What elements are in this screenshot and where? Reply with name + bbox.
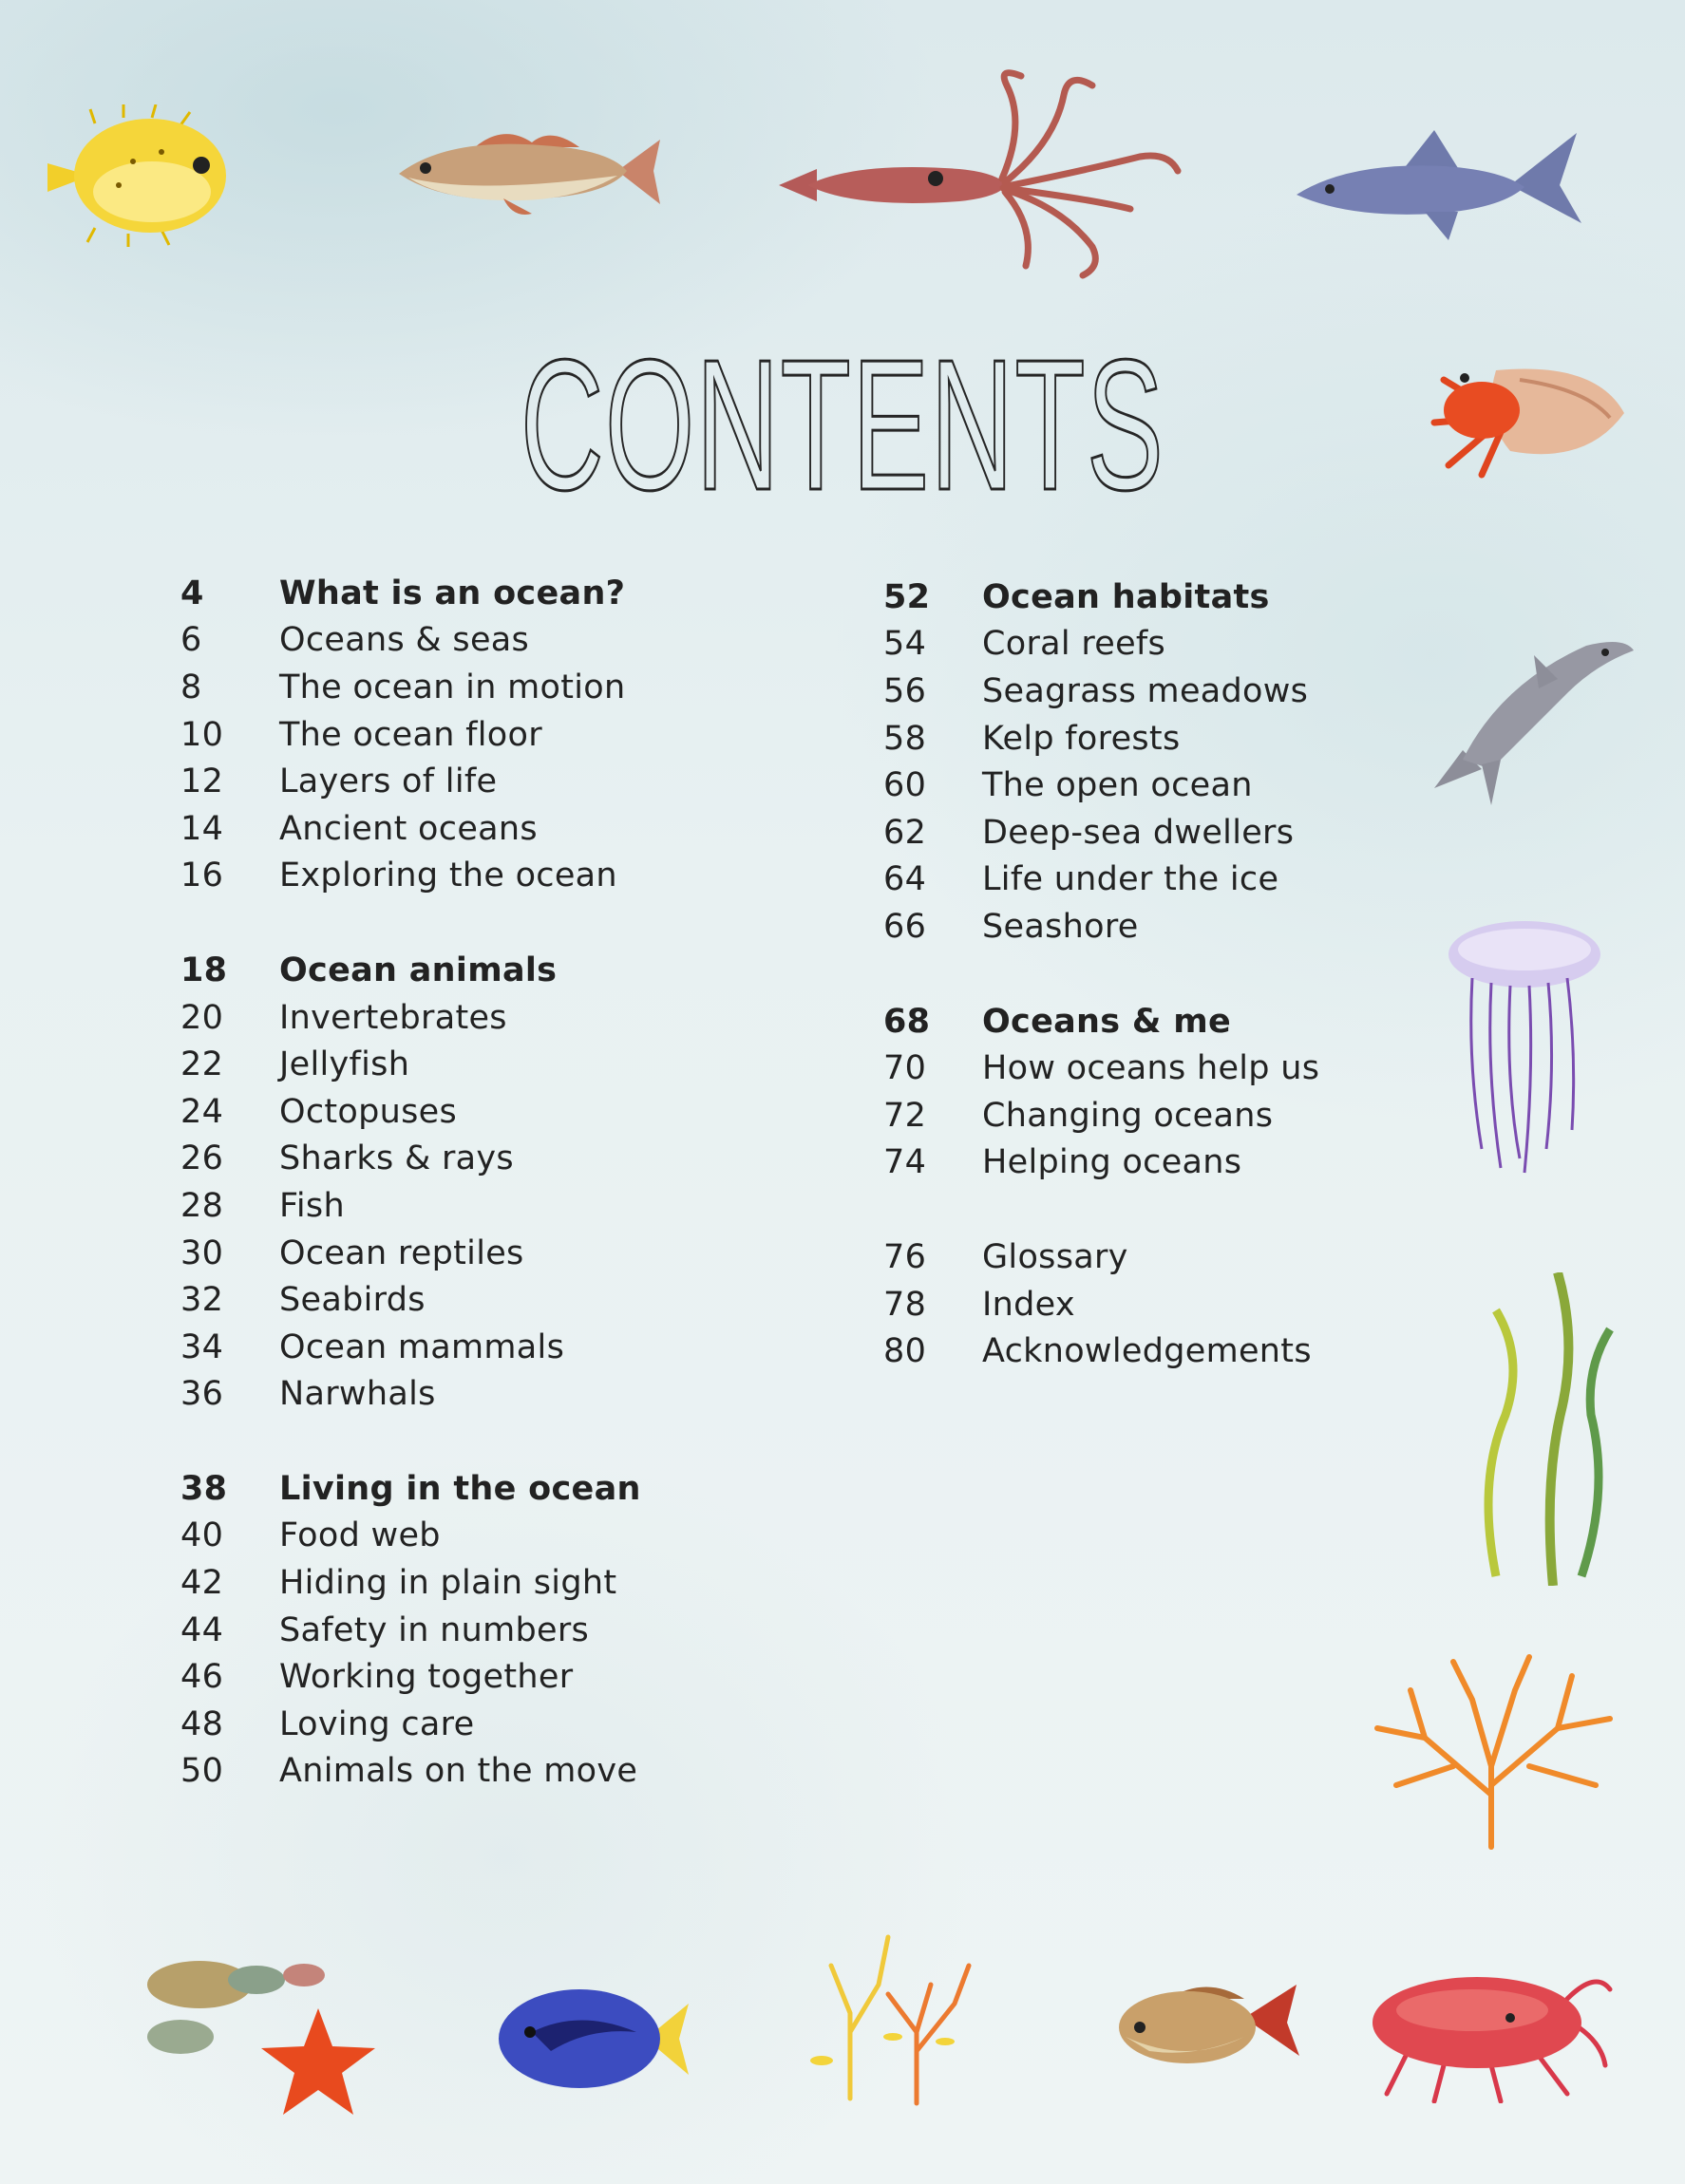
entry-title: Narwhals <box>279 1375 436 1414</box>
page-number: 36 <box>180 1375 224 1414</box>
page-number: 28 <box>180 1186 224 1225</box>
toc-entry[interactable] <box>180 1653 641 1701</box>
page-number: 16 <box>180 857 224 895</box>
entry-title: Deep-sea dwellers <box>982 813 1295 852</box>
entry-title: Acknowledgements <box>982 1332 1312 1371</box>
coral-icon <box>1358 1652 1624 1852</box>
page-number: 6 <box>180 621 202 660</box>
entry-title: Sharks & rays <box>279 1139 514 1178</box>
toc-section <box>180 947 641 1418</box>
page-number: 74 <box>883 1143 927 1182</box>
entry-title: Changing oceans <box>982 1096 1274 1135</box>
toc-entry[interactable] <box>883 1281 1319 1328</box>
page-number: 80 <box>883 1332 927 1371</box>
page-number: 70 <box>883 1049 927 1088</box>
section-title: What is an ocean? <box>279 574 626 612</box>
toc-entry[interactable] <box>180 1230 641 1277</box>
entry-title: Working together <box>279 1658 574 1697</box>
section-title: Living in the ocean <box>279 1469 641 1508</box>
pufferfish-icon <box>38 104 256 247</box>
shark-icon <box>1292 128 1586 242</box>
page-number: 32 <box>180 1281 224 1320</box>
toc-section-heading[interactable] <box>180 947 641 994</box>
entry-title: Loving care <box>279 1704 475 1743</box>
page-number: 4 <box>180 574 204 612</box>
toc-section-heading[interactable] <box>180 1465 641 1513</box>
entry-title: Jellyfish <box>279 1045 410 1084</box>
page-number: 76 <box>883 1237 927 1276</box>
entry-title: The ocean floor <box>279 715 542 754</box>
entry-title: The ocean in motion <box>279 668 626 706</box>
toc-entry[interactable] <box>180 1371 641 1419</box>
page-number: 54 <box>883 625 927 664</box>
toc-entry[interactable] <box>180 1041 641 1088</box>
toc-section <box>180 1465 641 1795</box>
toc-section-back-matter <box>883 1233 1319 1375</box>
toc-entry[interactable] <box>883 1327 1319 1375</box>
small-fish-icon <box>1111 1970 1301 2075</box>
jellyfish-icon <box>1434 912 1615 1177</box>
toc-entry[interactable] <box>180 617 641 665</box>
page-number: 50 <box>180 1752 224 1791</box>
page-number: 12 <box>180 763 224 801</box>
page-number: 22 <box>180 1045 224 1084</box>
page-title: CONTENTS <box>520 321 1165 529</box>
toc-entry[interactable] <box>883 715 1319 763</box>
page-number: 48 <box>180 1704 224 1743</box>
toc-entry[interactable] <box>180 1182 641 1230</box>
page-number: 72 <box>883 1096 927 1135</box>
section-title: Ocean animals <box>279 951 558 989</box>
toc-entry[interactable] <box>883 621 1319 668</box>
entry-title: Oceans & seas <box>279 621 530 660</box>
entry-title: Coral reefs <box>982 625 1166 664</box>
toc-section-heading[interactable] <box>883 574 1319 621</box>
page-number: 62 <box>883 813 927 852</box>
squid-icon <box>779 66 1187 285</box>
entry-title: Seagrass meadows <box>982 671 1309 710</box>
hermit-crab-icon <box>1406 342 1634 484</box>
page-number: 10 <box>180 715 224 754</box>
page-number: 8 <box>180 668 202 706</box>
entry-title: Glossary <box>982 1237 1128 1276</box>
toc-entry[interactable] <box>883 762 1319 809</box>
page-number: 44 <box>180 1610 224 1649</box>
page-number: 24 <box>180 1092 224 1131</box>
entry-title: Hiding in plain sight <box>279 1564 617 1603</box>
toc-entry[interactable] <box>180 994 641 1042</box>
page-number: 58 <box>883 719 927 758</box>
blue-tang-fish-icon <box>494 1980 693 2099</box>
page-number: 60 <box>883 766 927 805</box>
page-number: 14 <box>180 809 224 848</box>
page-number: 42 <box>180 1564 224 1603</box>
page-number: 52 <box>883 577 931 616</box>
entry-title: Life under the ice <box>982 860 1279 899</box>
entry-title: Seashore <box>982 907 1139 946</box>
entry-title: Index <box>982 1285 1075 1324</box>
yellow-coral-icon <box>803 1928 993 2108</box>
toc-entry[interactable] <box>180 853 641 900</box>
toc-entry[interactable] <box>180 758 641 805</box>
sea-star-icon <box>142 1951 389 2122</box>
section-title: Ocean habitats <box>982 577 1270 616</box>
toc-entry[interactable] <box>883 1233 1319 1281</box>
toc-entry[interactable] <box>180 1324 641 1371</box>
toc-entry[interactable] <box>883 668 1319 715</box>
toc-entry[interactable] <box>180 711 641 759</box>
page-number: 26 <box>180 1139 224 1178</box>
toc-entry[interactable] <box>180 1559 641 1607</box>
page-number: 34 <box>180 1327 224 1366</box>
toc-left-column <box>180 570 641 1842</box>
toc-entry[interactable] <box>883 857 1319 904</box>
entry-title: Ocean mammals <box>279 1327 565 1366</box>
entry-title: Animals on the move <box>279 1752 638 1791</box>
entry-title: Ancient oceans <box>279 809 538 848</box>
entry-title: Exploring the ocean <box>279 857 617 895</box>
toc-section-heading[interactable] <box>180 570 641 617</box>
toc-entry[interactable] <box>883 1045 1319 1092</box>
page-number: 18 <box>180 951 228 989</box>
entry-title: Octopuses <box>279 1092 458 1131</box>
entry-title: Layers of life <box>279 763 498 801</box>
toc-section <box>883 998 1319 1186</box>
toc-right-column <box>883 574 1319 1422</box>
section-title: Oceans & me <box>982 1002 1232 1041</box>
page-number: 66 <box>883 907 927 946</box>
entry-title: Safety in numbers <box>279 1610 590 1649</box>
page-number: 30 <box>180 1233 224 1272</box>
page-number: 68 <box>883 1002 931 1041</box>
page-number: 20 <box>180 998 224 1037</box>
page-number: 40 <box>180 1516 224 1555</box>
toc-entry[interactable] <box>180 1607 641 1654</box>
toc-section-heading[interactable] <box>883 998 1319 1045</box>
toc-entry[interactable] <box>883 809 1319 857</box>
page-number: 78 <box>883 1285 927 1324</box>
entry-title: Invertebrates <box>279 998 507 1037</box>
toc-entry[interactable] <box>883 903 1319 951</box>
red-crustacean-icon <box>1368 1951 1615 2103</box>
page-number: 56 <box>883 671 927 710</box>
page-number: 38 <box>180 1469 228 1508</box>
page-number: 46 <box>180 1658 224 1697</box>
entry-title: How oceans help us <box>982 1049 1320 1088</box>
entry-title: The open ocean <box>982 766 1253 805</box>
entry-title: Ocean reptiles <box>279 1233 524 1272</box>
toc-section <box>883 574 1319 951</box>
dolphin-icon <box>1425 627 1643 807</box>
entry-title: Food web <box>279 1516 441 1555</box>
page-number: 64 <box>883 860 927 899</box>
toc-section <box>180 570 641 899</box>
toc-entry[interactable] <box>180 805 641 853</box>
toc-entry[interactable] <box>180 1748 641 1796</box>
entry-title: Helping oceans <box>982 1143 1242 1182</box>
entry-title: Seabirds <box>279 1281 426 1320</box>
toc-entry[interactable] <box>883 1092 1319 1139</box>
toc-entry[interactable] <box>180 1701 641 1748</box>
toc-entry[interactable] <box>180 664 641 711</box>
toc-entry[interactable] <box>180 1136 641 1183</box>
cod-fish-icon <box>389 119 665 223</box>
toc-entry[interactable] <box>883 1139 1319 1187</box>
toc-entry[interactable] <box>180 1088 641 1136</box>
toc-entry[interactable] <box>180 1276 641 1324</box>
entry-title: Fish <box>279 1186 345 1225</box>
toc-entry[interactable] <box>180 1513 641 1560</box>
seaweed-icon <box>1467 1272 1629 1586</box>
entry-title: Kelp forests <box>982 719 1181 758</box>
